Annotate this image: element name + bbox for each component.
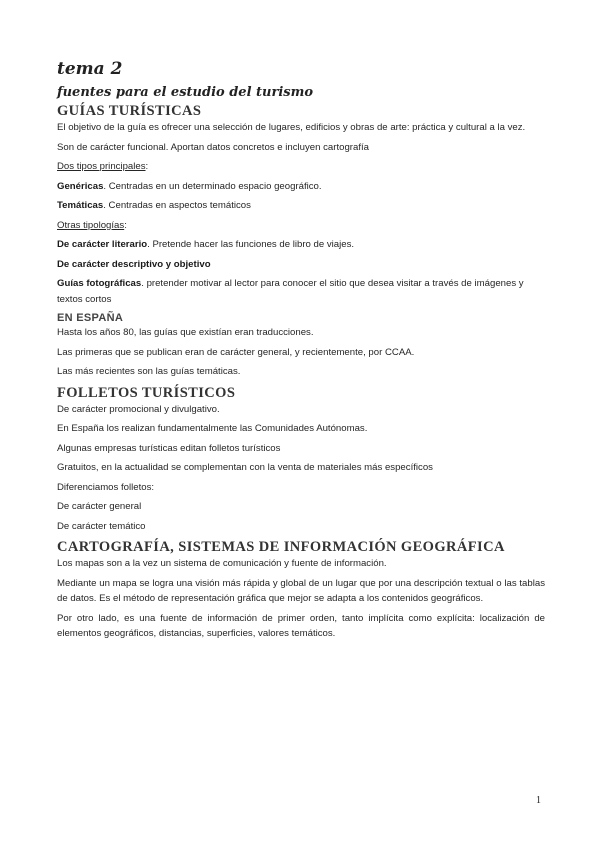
list-item: Guías fotográficas. pretender motivar al lector para conocer el sitio que desea visitar a través de imágenes y textos cortos	[57, 278, 524, 305]
term: De carácter descriptivo y objetivo	[57, 258, 211, 270]
underlined-label: Otras tipologías	[57, 219, 125, 231]
underlined-label: Dos tipos principales	[57, 161, 146, 172]
paragraph: Diferenciamos folletos:	[57, 481, 155, 493]
term: Guías fotográficas	[57, 278, 142, 289]
paragraph: Las primeras que se publican eran de carácter general, y recientemente, por CCAA.	[57, 346, 415, 358]
paragraph: El objetivo de la guía es ofrecer una selección de lugares, edificios y obras de arte: práctica y cultural a la vez.	[57, 122, 526, 133]
list-item: De carácter literario. Pretende hacer las funciones de libro de viajes.	[57, 239, 355, 250]
paragraph: De carácter temático	[57, 520, 146, 532]
list-label: Otras tipologías:	[57, 219, 127, 231]
subsection-heading-espana: EN ESPAÑA	[57, 312, 124, 324]
list-item: Genéricas. Centradas en un determinado espacio geográfico.	[57, 180, 322, 192]
term: De carácter literario	[57, 239, 148, 250]
paragraph: De carácter promocional y divulgativo.	[57, 403, 220, 415]
paragraph: Los mapas son a la vez un sistema de comunicación y fuente de información.	[57, 558, 387, 569]
paragraph: Por otro lado, es una fuente de información de primer orden, tanto implícita como explícita: localización de elementos geográficos, distancias, superficies, valores temáticos.	[57, 612, 545, 639]
paragraph: Hasta los años 80, las guías que existían eran traducciones.	[57, 327, 314, 338]
page-number: 1	[536, 795, 541, 806]
paragraph: En España los realizan fundamentalmente las Comunidades Autónomas.	[57, 423, 368, 434]
list-item	[57, 257, 545, 273]
paragraph: Son de carácter funcional. Aportan datos concretos e incluyen cartografía	[57, 141, 369, 153]
paragraph: Las más recientes son las guías temáticas.	[57, 366, 241, 377]
section-heading-cartografia: CARTOGRAFÍA, SISTEMAS DE INFORMACIÓN GEOGRÁFICA	[57, 539, 505, 555]
paragraph: Algunas empresas turísticas editan folletos turísticos	[57, 442, 281, 454]
term: Genéricas	[57, 180, 104, 192]
paragraph: Gratuitos, en la actualidad se complementan con la venta de materiales más específicos	[57, 462, 433, 473]
section-heading-guias: GUÍAS TURÍSTICAS	[57, 103, 202, 119]
term: Temáticas	[57, 200, 104, 211]
list-label: Dos tipos principales:	[57, 161, 149, 172]
topic-subtitle: fuentes para el estudio del turismo	[57, 85, 314, 100]
list-item: Temáticas. Centradas en aspectos temáticos	[57, 200, 251, 211]
paragraph: Mediante un mapa se logra una visión más rápida y global de un lugar que por una descripción textual o las tablas de datos. Es el método de representación gráfica que mejor se adapta a los contenidos geográficos.	[57, 577, 545, 604]
section-heading-folletos: FOLLETOS TURÍSTICOS	[57, 384, 236, 401]
topic-title: tema 2	[57, 59, 123, 79]
paragraph: De carácter general	[57, 501, 142, 512]
document-page	[57, 58, 545, 646]
